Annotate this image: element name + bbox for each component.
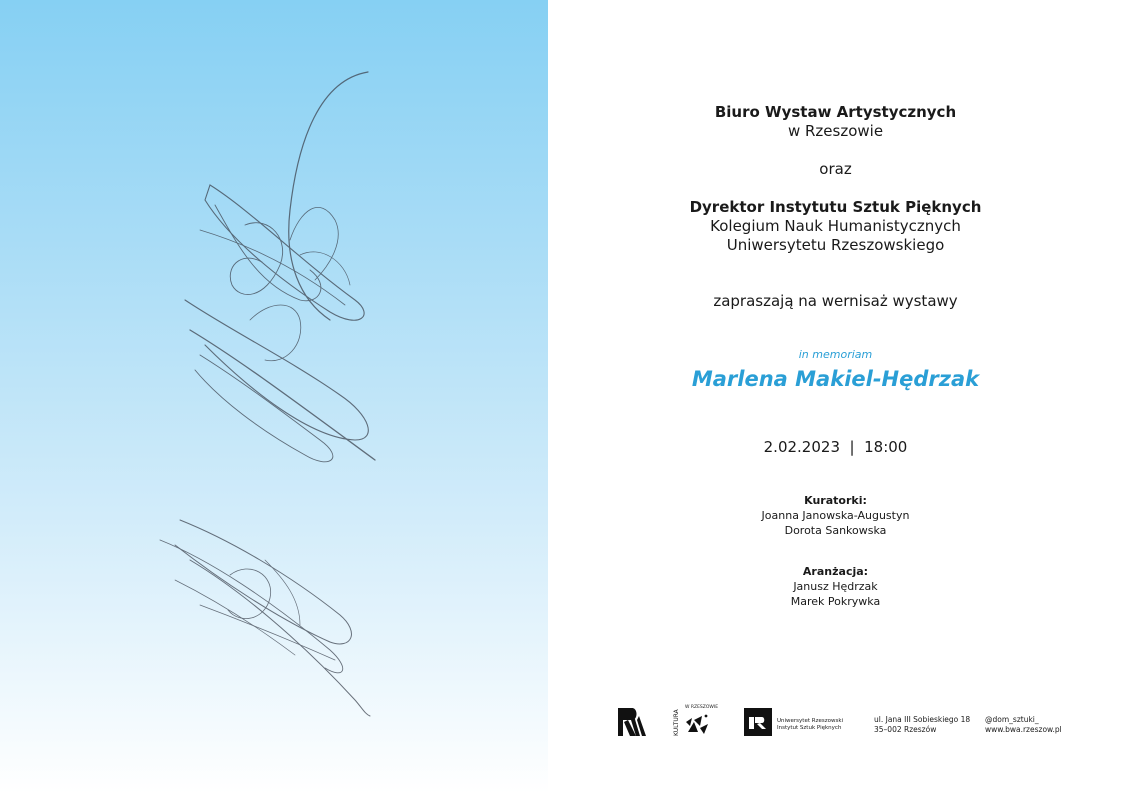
co-organizer-title: Dyrektor Instytutu Sztuk Pięknych <box>689 198 982 216</box>
co-organizer-line3: Uniwersytetu Rzeszowskiego <box>726 236 945 254</box>
exhibition-subtitle: in memoriam <box>798 348 873 361</box>
organizer-block <box>548 103 1123 141</box>
university-name: Uniwersytet Rzeszowski <box>777 718 844 724</box>
curator-name: Joanna Janowska-Augustyn <box>761 509 910 522</box>
kultura-logo-small-text: W RZESZOWIE <box>685 705 719 710</box>
bwa-logo <box>616 706 648 738</box>
arranger-name: Marek Pokrywka <box>790 595 881 608</box>
kultura-logo <box>684 712 712 736</box>
co-organizer-block <box>548 198 1123 255</box>
kultura-logo-caption: KULTURA <box>673 709 680 736</box>
arranger-name: Janusz Hędrzak <box>793 580 878 593</box>
footer <box>548 700 1123 750</box>
artwork-panel <box>0 0 548 794</box>
university-logo-text <box>777 718 843 732</box>
text-panel <box>548 0 1123 794</box>
address-line2: 35–002 Rzeszów <box>874 725 937 734</box>
conjunction-text: oraz <box>819 160 852 178</box>
arrangement-label: Aranżacja: <box>802 565 869 578</box>
arrangement-block <box>548 564 1123 609</box>
invitation-text: zapraszają na wernisaż wystawy <box>713 292 958 310</box>
curators-block <box>548 493 1123 538</box>
institute-name: Instytut Sztuk Pięknych <box>777 725 842 731</box>
artist-name: Marlena Makiel-Hędrzak <box>691 367 980 391</box>
contact <box>985 715 1062 735</box>
address-line1: ul. Jana III Sobieskiego 18 <box>874 715 971 724</box>
address <box>874 715 970 735</box>
signature-artwork <box>0 0 548 794</box>
isp-logo <box>744 708 772 736</box>
organizer-city: w Rzeszowie <box>787 122 884 140</box>
organizer-name: Biuro Wystaw Artystycznych <box>714 103 957 121</box>
curator-name: Dorota Sankowska <box>784 524 887 537</box>
co-organizer-line2: Kolegium Nauk Humanistycznych <box>710 217 961 235</box>
social-handle[interactable]: @dom_sztuki_ <box>985 715 1039 724</box>
event-datetime: 2.02.2023 | 18:00 <box>763 438 908 456</box>
website-link[interactable]: www.bwa.rzeszow.pl <box>985 725 1062 734</box>
curators-label: Kuratorki: <box>804 494 867 507</box>
